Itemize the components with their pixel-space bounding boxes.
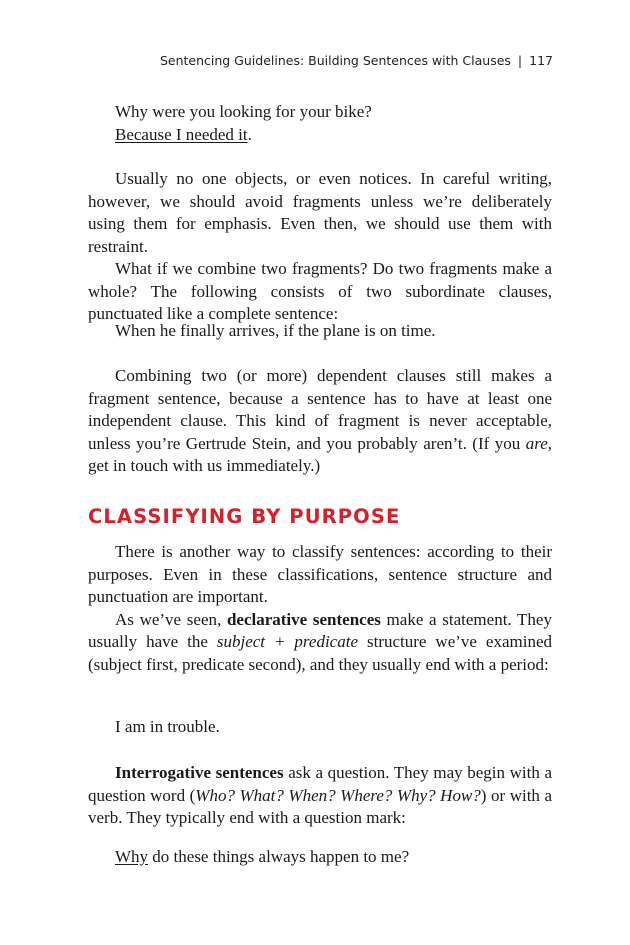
paragraph-3-emphasis: are [525, 433, 548, 453]
example-answer [88, 124, 552, 147]
example-fragment [88, 320, 552, 343]
paragraph-interrogative [88, 762, 552, 830]
example-interrogative [88, 846, 552, 869]
term-interrogative: Interrogative sentences [115, 763, 284, 782]
section-heading: CLASSIFYING BY PURPOSE [88, 505, 401, 528]
paragraph-5-text-b: make a statement. They usually have the [88, 609, 552, 651]
example-declarative-text: I am in trouble. [115, 717, 220, 736]
paragraph-3 [88, 365, 552, 478]
example-question: Why were you looking for your bike? [115, 102, 372, 121]
example-declarative [88, 716, 552, 739]
example-question-answer [88, 101, 552, 146]
running-header [160, 53, 553, 68]
paragraph-combining [88, 365, 552, 478]
paragraph-fragments-usage [88, 168, 552, 326]
example-interrogative-underlined: Why [115, 847, 149, 866]
example-answer-period: . [247, 124, 252, 144]
paragraph-5 [88, 609, 552, 677]
page-number: 117 [529, 53, 553, 68]
example-interrogative-text [88, 846, 552, 869]
running-title: Sentencing Guidelines: Building Sentences with Clauses [159, 53, 511, 68]
term-declarative: declarative sentences [226, 609, 381, 629]
paragraph-5-emphasis: subject + predicate [216, 632, 359, 651]
paragraph-1: Usually no one objects, or even notices. In careful writing, however, we should avoid fragments unless we’re deliberately using them for emphasis. Even then, we should use them with restraint. [88, 169, 552, 256]
paragraph-4: There is another way to classify sentences: according to their purposes. Even in these classifications, sentence structure and punctuation are important. [88, 542, 552, 606]
paragraph-2: What if we combine two fragments? Do two fragments make a whole? The following consists of two subordinate clauses, punctuated like a complete sentence: [88, 259, 552, 323]
example-fragment-text: When he finally arrives, if the plane is on time. [115, 321, 436, 340]
paragraph-purpose [88, 541, 552, 676]
paragraph-3-text-b: , get in touch with us immediately.) [88, 433, 552, 475]
paragraph-6-text-a: ask a question. They may begin with a question word ( [88, 763, 552, 805]
paragraph-6 [88, 762, 552, 830]
paragraph-3-text-a: Combining two (or more) dependent clauses still makes a fragment sentence, because a sentence has to have at least one independent clause. This kind of fragment is never acceptable, unless you’re Gertrude Stein, and you probably aren’t. (If you [88, 366, 552, 453]
paragraph-6-emphasis: Who? What? When? Where? Why? How? [195, 785, 481, 805]
example-answer-underlined: Because I needed it [115, 124, 248, 144]
example-interrogative-rest: do these things always happen to me? [148, 847, 410, 866]
header-separator: | [517, 53, 523, 68]
paragraph-6-text-b: ) or with a verb. They typically end with a question mark: [88, 785, 553, 827]
paragraph-5-text-a: As we’ve seen, [115, 609, 227, 629]
paragraph-5-text-c: structure we’ve examined (subject first, predicate second), and they usually end with a period: [88, 632, 553, 674]
